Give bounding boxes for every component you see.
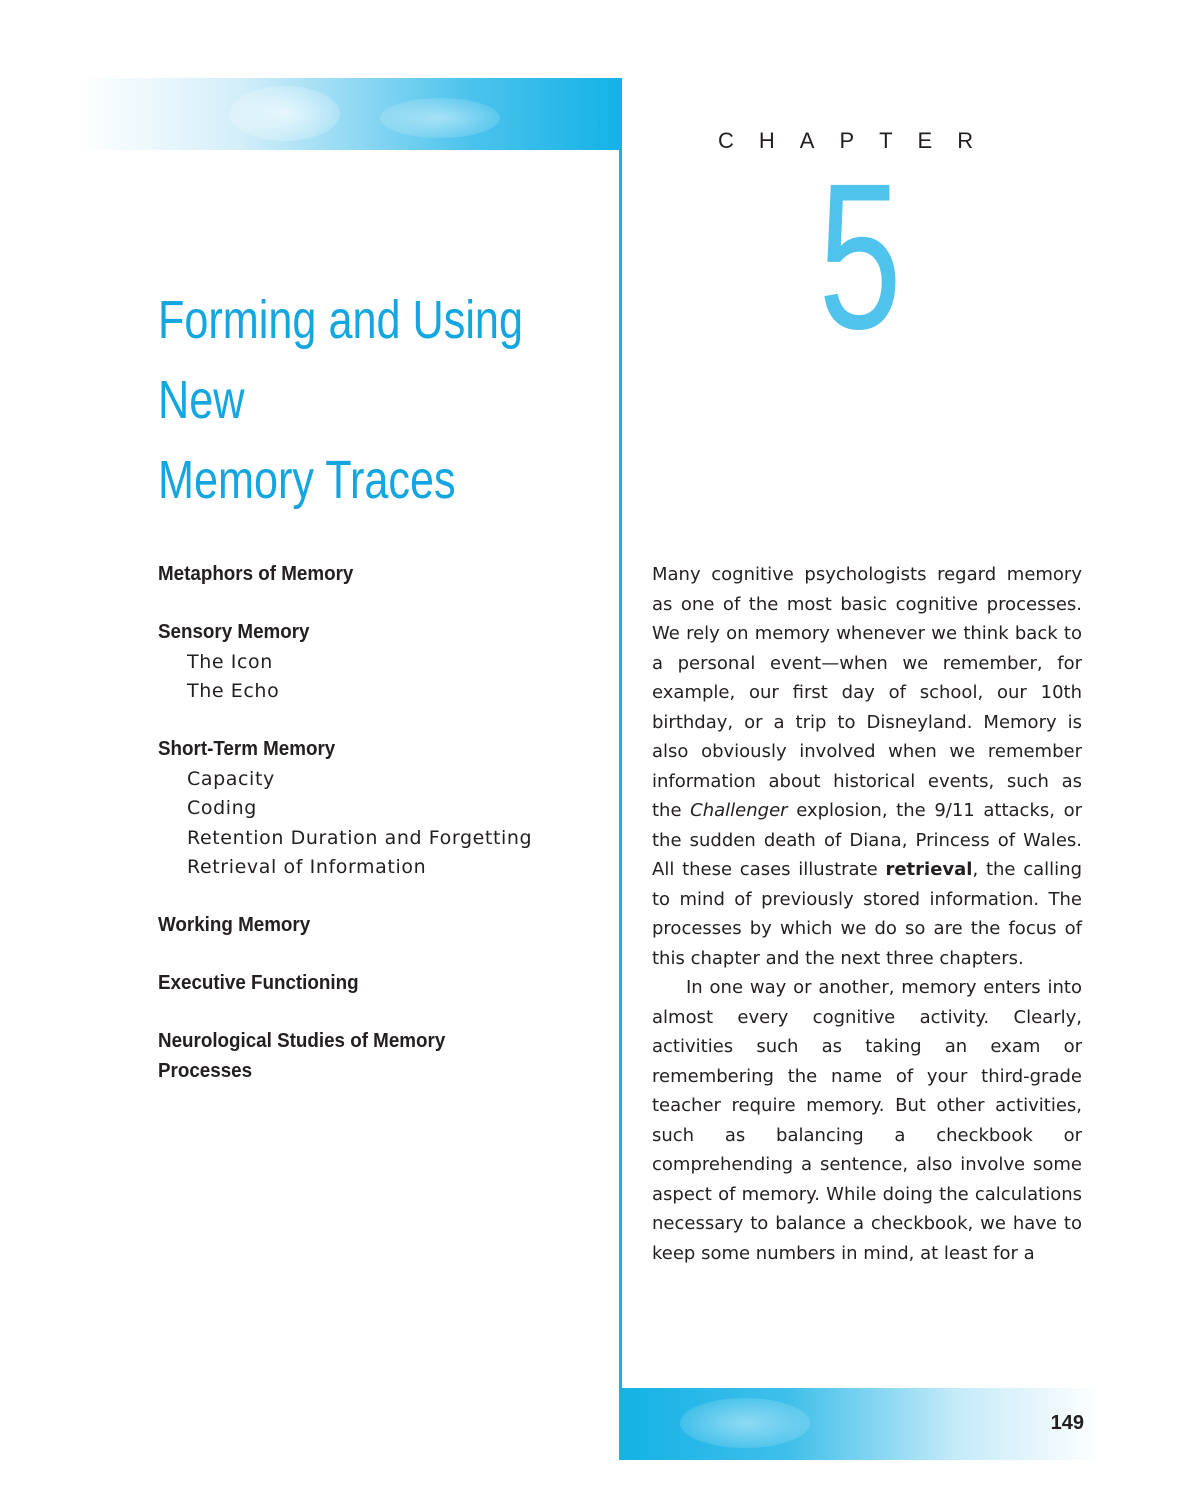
outline-section: [158, 618, 578, 707]
outline-subitem: Retrieval of Information: [187, 856, 427, 878]
outline-section: [158, 911, 578, 941]
bottom-decorative-band: [620, 1388, 1100, 1460]
chapter-label: CHAPTER: [718, 128, 999, 153]
body-text: [652, 560, 1082, 1268]
outline-heading: Sensory Memory: [158, 621, 310, 643]
outline-section: [158, 560, 578, 590]
key-term: retrieval: [885, 859, 973, 880]
paragraph-1-text: Many cognitive psychologists regard memory as one of the most basic cognitive processes. We rely on memory whenever we think back to a personal event—when we remember, for example, our first day of school, our 10th birthday, or a trip to Disneyland. Memory is also obviously involved when we remember information about historical events, such as the: [652, 564, 1082, 821]
paragraph-1-text: , the calling to mind of previously stored information. The processes by which we do so are the focus of this chapter and the next three chapters.: [652, 859, 1082, 969]
outline-heading: Executive Functioning: [158, 972, 359, 994]
chapter-title-line-1: Forming and Using New: [158, 290, 523, 430]
outline-section: [158, 969, 578, 999]
chapter-number: 5: [818, 141, 902, 373]
outline-heading: Working Memory: [158, 914, 311, 936]
paragraph-1: [652, 560, 1082, 973]
outline-subitem: Coding: [187, 797, 257, 819]
vertical-divider: [619, 78, 622, 1460]
outline-heading: Metaphors of Memory: [158, 563, 354, 585]
top-decorative-band: [80, 78, 622, 150]
outline-heading: Neurological Studies of Memory: [158, 1030, 446, 1052]
band-texture: [680, 1398, 810, 1448]
outline-subitem: The Icon: [187, 650, 273, 673]
band-texture: [230, 86, 340, 141]
outline-subitem: Retention Duration and Forgetting: [187, 826, 533, 849]
outline-subitem: Capacity: [187, 767, 275, 790]
paragraph-2: In one way or another, memory enters into almost every cognitive activity. Clearly, activities such as taking an exam or remembering the name of your third-grade teacher require memory. But other activities, such as balancing a checkbook or comprehending a sentence, also involve some aspect of memory. While doing the calculations necessary to balance a checkbook, we have to keep some numbers in mind, at least for a: [652, 977, 1082, 1264]
outline-section: [158, 735, 578, 883]
outline-heading: Short-Term Memory: [158, 738, 336, 760]
italic-term: Challenger: [690, 800, 788, 821]
band-texture: [380, 98, 500, 138]
chapter-outline: [158, 560, 578, 1115]
page-number: 149: [1050, 1412, 1084, 1434]
chapter-title-line-2: Memory Traces: [158, 450, 456, 510]
outline-section: [158, 1027, 578, 1086]
chapter-title: [158, 280, 606, 520]
paragraph-1-text: explosion, the 9/11 attacks, or the sudden death of Diana, Princess of Wales. All these cases illustrate: [652, 800, 1083, 880]
outline-heading-continued: Processes: [158, 1059, 253, 1082]
outline-subitem: The Echo: [187, 680, 280, 702]
